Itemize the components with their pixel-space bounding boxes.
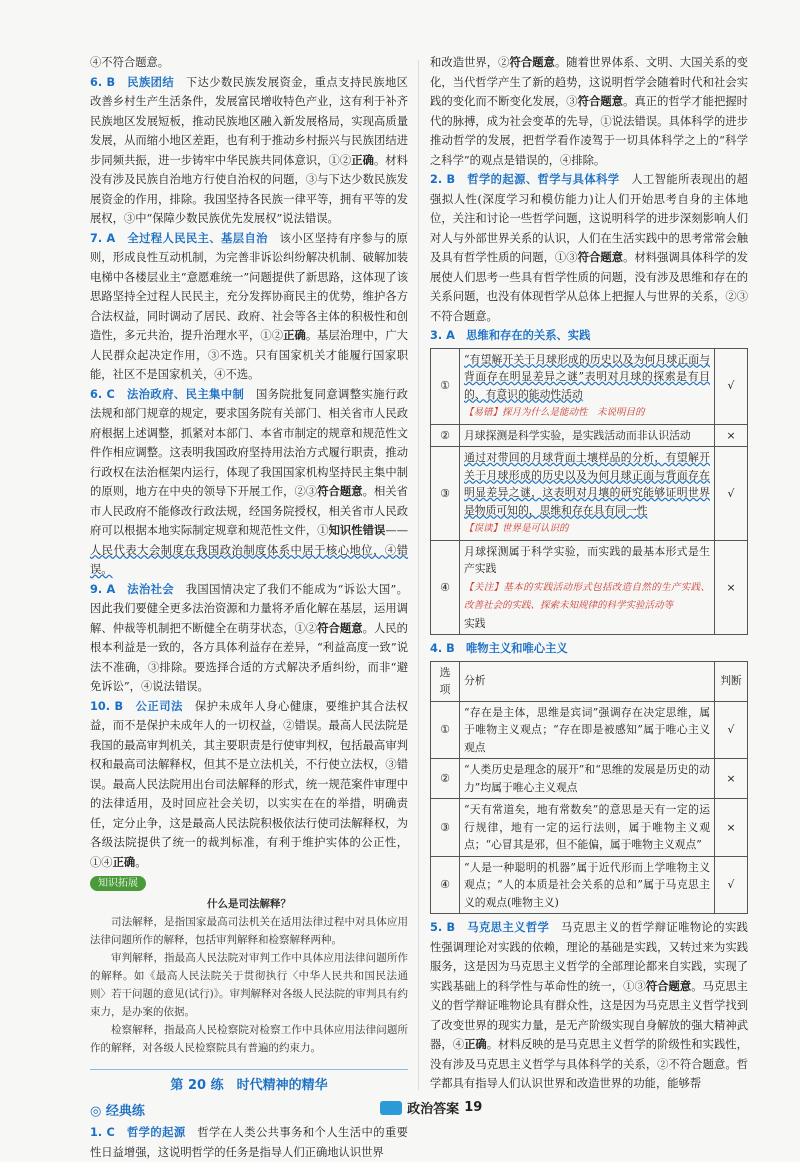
box-paragraph: 司法解释，是指国家最高司法机关在适用法律过程中对具体应用法律问题所作的解释，包括审判解释和检察解释两种。: [90, 916, 408, 946]
box-paragraph: 审判解释，指最高人民法院对审判工作中具体应用法律问题所作的解释。如《最高人民法院关于贯彻执行〈中华人民共和国民法通则〉若干问题的意见(试行)》。审判解释对各级人民法院的审判具有约束力，是办案的依据。: [90, 952, 408, 1018]
answer-3-head: 3. A 思维和存在的关系、实践: [430, 329, 591, 342]
answer-head: 6. C 法治政府、民主集中制: [90, 387, 245, 401]
answer-head: 7. A 全过程人民民主、基层自治: [90, 231, 268, 245]
knowledge-badge: 知识拓展: [90, 876, 146, 891]
knowledge-extension-box: [90, 872, 408, 1057]
column-divider: [418, 60, 419, 1090]
handwritten-note: 【易错】探月为什么是能动性 未说明目的: [464, 407, 645, 418]
table-row: ④ 月球探测属于科学实验，而实践的最基本形式是生产实践 【关注】基本的实践活动形式包括改造自然的生产实践、改善社会的实践、探索未知规律的科学实验活动等 实践 ×: [431, 540, 748, 635]
answer-head: 1. C 哲学的起源: [90, 1126, 186, 1139]
table-row: ③ 通过对带回的月球背面土壤样品的分析，有望解开关于月球形成的历史以及为何月球正面与背面存在明显差异之谜，这表明对月壤的研究能够证明世界是物质可知的，思维和存在具有同一性 【误读】世界是可认识的 √: [431, 447, 748, 541]
left-column: [90, 53, 408, 1162]
answer-1: 1. C 哲学的起源 哲学在人类公共事务和个人生活中的重要性日益增强，这说明哲学的任务是指导人们正确地认识世界: [90, 1126, 408, 1159]
publisher-logo-icon: [380, 1101, 402, 1115]
answer-head: 10. B 公正司法: [90, 699, 184, 713]
table-row: ① “有望解开关于月球形成的历史以及为何月球正面与背面存在明显差异之谜”表明对月球的探索是有目的、有意识的能动性活动 【易错】探月为什么是能动性 未说明目的 √: [431, 348, 748, 424]
answer-6: 6. B 民族团结 下达少数民族发展资金，重点支持民族地区改善乡村生产生活条件，发展富民增收特色产业，这有利于补齐民族地区发展短板，推动民族地区融入新发展格局，实现高质量发展，从而缩小地区差距，也有利于推动乡村振兴与民族团结进步同频共振，进一步铸牢中华民族共同体意识，①②正确。材料没有涉及民族自治地方行使自治权的问题，③与下达少数民族发展资金的作用，排除。我国坚持各民族一律平等，拥有平等的发展权，③中“保障少数民族优先发展权”说法错误。: [90, 75, 408, 225]
page-footer: [380, 1097, 500, 1117]
table-row: ② 月球探测是科学实验，是实践活动而非认识活动 ×: [431, 424, 748, 447]
table-row: ③ “天有常道矣，地有常数矣”的意思是天有一定的运行规律，地有一定的运行法则，属于唯物主义观点；“心冒其是邪，但不能偏，属于唯物主义观点” ×: [431, 799, 748, 857]
answer-2: 2. B 哲学的起源、哲学与具体科学 人工智能所表现出的超强拟人性(深度学习和模仿能力)让人们开始思考自身的主体地位，关注和讨论一些哲学问题，这说明科学的进步深刻影响人们对人与外部世界关系的认识，人们在生活实践中的思考常常会触及具有哲学性质的问题，①③符合题意。材料强调具体科学的发展使人们思考一些具有哲学性质的问题，没有涉及思维和存在的关系问题，也没有体现哲学从总体上把握人与世界的关系，②③不符合题意。: [430, 173, 748, 323]
answer-10: 10. B 公正司法 保护未成年人身心健康，要维护其合法权益，而不是保护未成年人的一切权益，②错误。最高人民法院是我国的最高审判机关，其主要职责是行使审判权，包括最高审判权和最高司法解释权，但其不是立法机关，不行使立法权，③错误。最高人民法院用出台司法解释的形式，统一规范案件审理中的法律适用，及时回应社会关切，以实实在在的举措，明确责任，定分止争，这是最高人民法院积极依法行使司法解释权，为各级法院提供了统一的裁判标准，有利于维护实体的公正性，①④正确。: [90, 699, 408, 869]
table-row: ① “存在是主体，思维是宾词”强调存在决定思维，属于唯物主义观点；“存在即是被感知”属于唯心主义观点 √: [431, 701, 748, 759]
handwritten-note: 【关注】基本的实践活动形式包括改造自然的生产实践、改善社会的实践、探索未知规律的科学实验活动等: [464, 581, 710, 611]
answer-7: 7. A 全过程人民民主、基层自治 该小区坚持有序参与的原则，形成良性互动机制，为完善非诉讼纠纷解决机制、破解加装电梯中各楼层业主“意愿难统一”问题提供了新思路，这体现了该思路坚持全过程人民民主，充分发挥协商民主的优势，维护各方合法权益，同时调动了居民、政府、社会等各主体的积极性和创造性，多元共治，提升治理水平，①②正确。基层治理中，广大人民群众起决定作用，③不选。只有国家机关才能履行国家职能，社区不是国家机关，④不选。: [90, 231, 408, 381]
answer-4-table: [430, 661, 748, 915]
answer-1-continued: 和改造世界，②符合题意。随着世界体系、文明、大国关系的变化，当代哲学产生了新的趋势，这说明哲学会随着时代和社会实践的变化而不断变化发展，③符合题意。真正的哲学才能把握时代的脉搏，成为社会变革的先导，①说法错误。具体科学的进步推动哲学的发展，把哲学看作凌驾于一切具体科学之上的“科学之科学”的观点是错误的，④排除。: [430, 55, 748, 167]
answer-4-head: 4. B 唯物主义和唯心主义: [430, 642, 568, 655]
box-title: 什么是司法解释？: [207, 898, 291, 910]
handwritten-note: 【误读】世界是可认识的: [464, 523, 569, 534]
carryover-text: ④不符合题意。: [90, 56, 170, 69]
answer-head: 6. B 民族团结: [90, 75, 175, 89]
answer-9: 9. A 法治社会 我国国情决定了我们不能成为“诉讼大国”。因此我们要健全更多法治资源和力量将矛盾化解在基层，运用调解、仲裁等机制把不断健全在萌芽状态，①②符合题意。人民的根本利益是一致的，各方具体利益存在差异，“利益高度一致”说法不准确，③排除。要选择合适的方式解决矛盾纠纷，而非“避免诉讼”，④说法错误。: [90, 582, 408, 693]
table-row: ② “人类历史是理念的展开”和“思维的发展是历史的动力”均属于唯心主义观点 ×: [431, 759, 748, 799]
answer-8: 6. C 法治政府、民主集中制 国务院批复同意调整实施行政法规和部门规章的规定，要求国务院有关部门、相关省市人民政府根据上述调整，抓紧对本部门、本省市制定的规章和规范性文件作相应调整。这表明我国政府坚持用法治方式履行职责，推动行政权在法治框架内运行，体现了我国国家机构坚持民主集中制的原则，地方在中央的领导下开展工作，②③符合题意。相关省市人民政府不能修改行政法规，经国务院授权，相关省市人民政府可以根据本地实际制定规章和规范性文件，①知识性错误——人民代表大会制度在我国政治制度体系中居于核心地位，④错误。: [90, 387, 408, 576]
page-number: 19: [464, 1100, 483, 1115]
answer-3-table: [430, 348, 748, 636]
section-title: ◎ 经典练: [90, 1103, 145, 1119]
table-row: ④ “人是一种聪明的机器”属于近代形而上学唯物主义观点；“人的本质是社会关系的总和”属于马克思主义的观点(唯物主义) √: [431, 856, 748, 914]
answer-5: 5. B 马克思主义哲学 马克思主义的哲学辩证唯物论的实践性强调理论对实践的依赖，理论的基础是实践，又转过来为实践服务，这是因为马克思主义哲学的全部理论都来自实践，实现了实践基础上的科学性与革命性的统一，①③符合题意。马克思主义的哲学辩证唯物论具有群众性，这是因为马克思主义哲学找到了改变世界的现实力量，是无产阶级实现自身解放的强大精神武器，④正确。材料反映的是马克思主义哲学的阶级性和实践性，没有涉及马克思主义哲学与具体科学的关系，②不符合题意。哲学都具有指导人们认识世界和改造世界的功能，能够帮: [430, 921, 748, 1090]
lesson-title: 第 20 练 时代精神的精华: [90, 1069, 408, 1096]
footer-brand: 政治答案: [407, 1102, 460, 1117]
right-column: [430, 53, 748, 1094]
box-paragraph: 检察解释，指最高人民检察院对检察工作中具体应用法律问题所作的解释，对各级人民检察院具有普遍的约束力。: [90, 1024, 408, 1054]
answer-head: 2. B 哲学的起源、哲学与具体科学: [430, 173, 620, 186]
answer-head: 9. A 法治社会: [90, 582, 175, 596]
answer-head: 5. B 马克思主义哲学: [430, 921, 550, 934]
section-icon: ◎: [90, 1103, 102, 1119]
table-header-row: 选项 分析 判断: [431, 661, 748, 701]
